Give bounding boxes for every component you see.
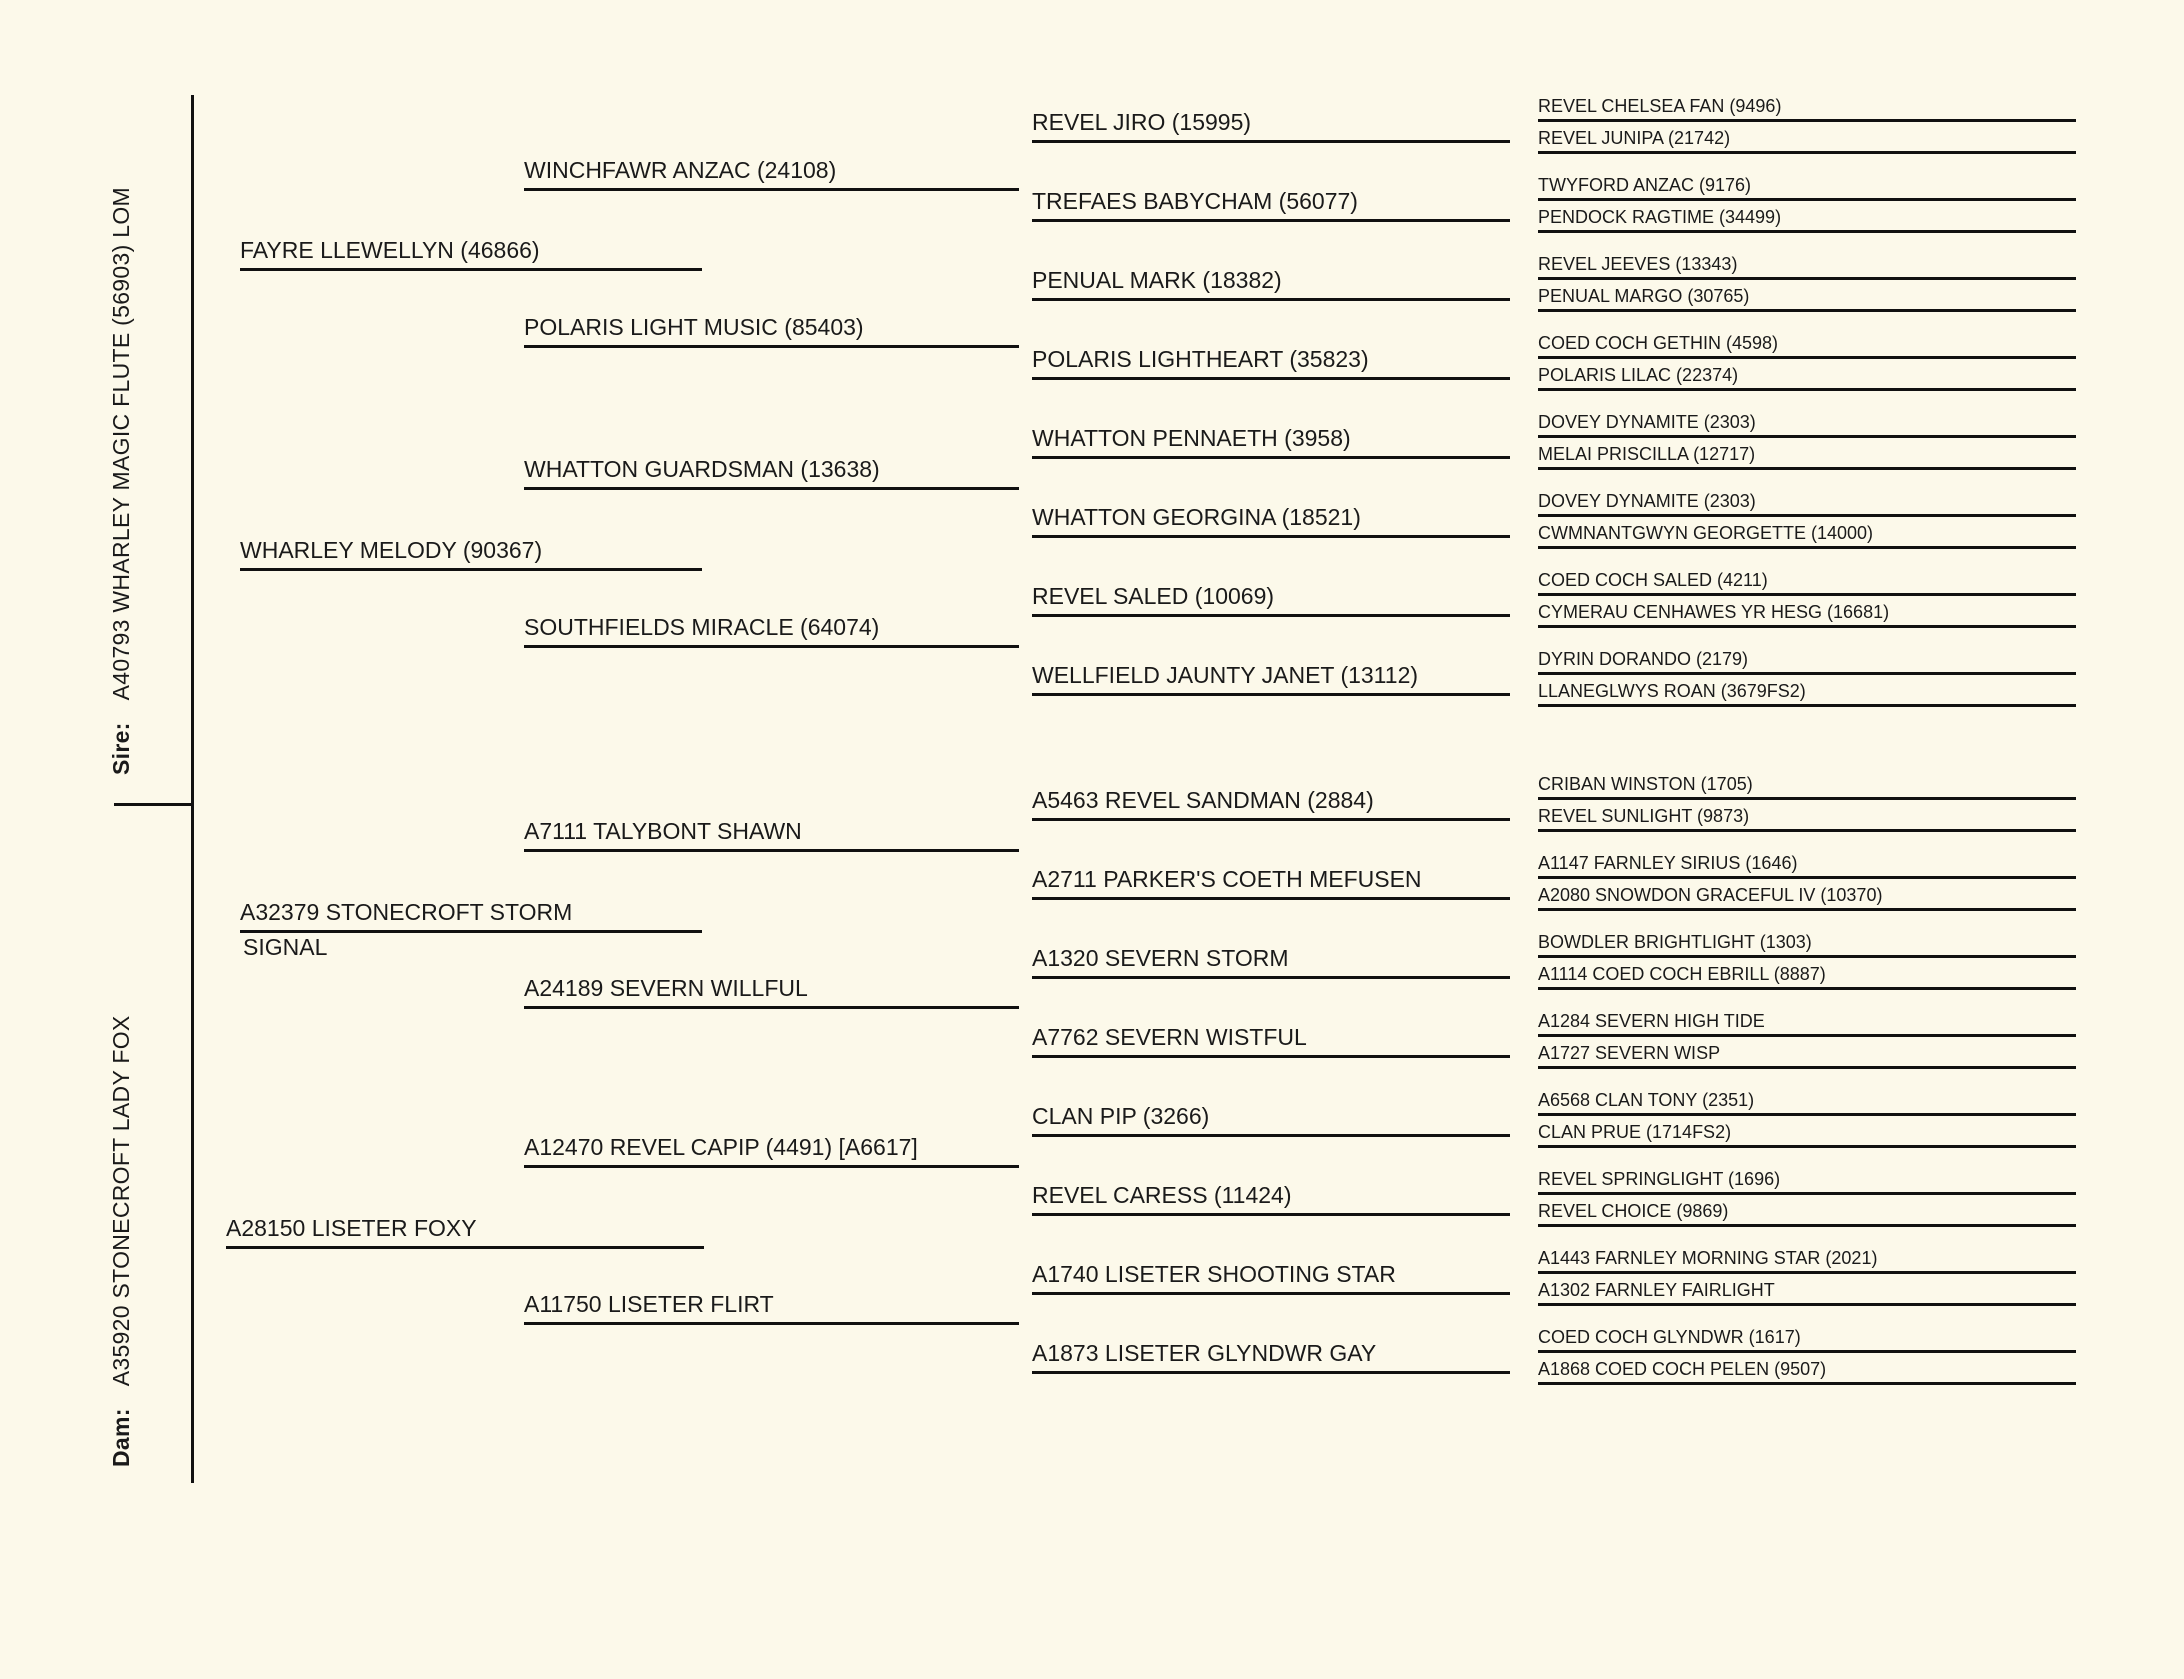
gen3-name: CLAN PIP (3266): [1032, 1103, 1210, 1129]
gen4-name: PENDOCK RAGTIME (34499): [1538, 207, 1782, 227]
gen3-name: TREFAES BABYCHAM (56077): [1032, 188, 1358, 214]
gen4-name: REVEL JUNIPA (21742): [1538, 128, 1731, 148]
gen1-name: WHARLEY MELODY (90367): [240, 537, 543, 563]
dam-key: Dam:: [108, 1408, 134, 1467]
gen2-name: WINCHFAWR ANZAC (24108): [524, 157, 837, 183]
dam-name: A35920 STONECROFT LADY FOX: [108, 1015, 134, 1387]
gen4-name: A2080 SNOWDON GRACEFUL IV (10370): [1538, 885, 1883, 905]
gen3-name: PENUAL MARK (18382): [1032, 267, 1282, 293]
gen3-name: A1740 LISETER SHOOTING STAR: [1032, 1261, 1396, 1287]
gen4-name: REVEL SUNLIGHT (9873): [1538, 806, 1750, 826]
gen2-name: A11750 LISETER FLIRT: [524, 1291, 774, 1317]
sire-key: Sire:: [108, 722, 134, 775]
gen4-name: DYRIN DORANDO (2179): [1538, 649, 1749, 669]
gen4-name: A1302 FARNLEY FAIRLIGHT: [1538, 1280, 1775, 1300]
gen3-name: WELLFIELD JAUNTY JANET (13112): [1032, 662, 1419, 688]
gen3-name: WHATTON PENNAETH (3958): [1032, 425, 1351, 451]
gen4-name: REVEL SPRINGLIGHT (1696): [1538, 1169, 1781, 1189]
gen4-name: CRIBAN WINSTON (1705): [1538, 774, 1753, 794]
dam-label: [108, 1015, 135, 1467]
gen3-name: A2711 PARKER'S COETH MEFUSEN: [1032, 866, 1422, 892]
gen4-name: REVEL JEEVES (13343): [1538, 254, 1738, 274]
gen2-name: POLARIS LIGHT MUSIC (85403): [524, 314, 864, 340]
gen2-name: A12470 REVEL CAPIP (4491) [A6617]: [524, 1134, 918, 1160]
sire-label: [108, 187, 135, 775]
gen4-name: PENUAL MARGO (30765): [1538, 286, 1750, 306]
gen2-name: A24189 SEVERN WILLFUL: [524, 975, 808, 1001]
gen3-name: A7762 SEVERN WISTFUL: [1032, 1024, 1307, 1050]
gen4-name: CYMERAU CENHAWES YR HESG (16681): [1538, 602, 1890, 622]
gen4-name: DOVEY DYNAMITE (2303): [1538, 412, 1756, 432]
gen1-name: A28150 LISETER FOXY: [226, 1215, 477, 1241]
gen4-name: A1443 FARNLEY MORNING STAR (2021): [1538, 1248, 1878, 1268]
gen4-name: A1284 SEVERN HIGH TIDE: [1538, 1011, 1765, 1031]
gen3-name: WHATTON GEORGINA (18521): [1032, 504, 1361, 530]
gen4-name: MELAI PRISCILLA (12717): [1538, 444, 1756, 464]
gen3-name: A1320 SEVERN STORM: [1032, 945, 1289, 971]
main-bracket-split: [114, 803, 194, 806]
gen2-name: SOUTHFIELDS MIRACLE (64074): [524, 614, 880, 640]
gen2-name: A7111 TALYBONT SHAWN: [524, 818, 802, 844]
gen4-name: BOWDLER BRIGHTLIGHT (1303): [1538, 932, 1812, 952]
gen4-name: COED COCH GETHIN (4598): [1538, 333, 1779, 353]
main-bracket-vertical: [191, 95, 194, 1483]
gen4-name: DOVEY DYNAMITE (2303): [1538, 491, 1756, 511]
gen4-name: POLARIS LILAC (22374): [1538, 365, 1739, 385]
gen4-name: A1114 COED COCH EBRILL (8887): [1538, 964, 1826, 984]
gen3-name: A5463 REVEL SANDMAN (2884): [1032, 787, 1374, 813]
gen4-name: CLAN PRUE (1714FS2): [1538, 1122, 1732, 1142]
gen3-name: REVEL SALED (10069): [1032, 583, 1275, 609]
gen3-name: REVEL CARESS (11424): [1032, 1182, 1292, 1208]
gen3-name: A1873 LISETER GLYNDWR GAY: [1032, 1340, 1377, 1366]
gen4-name: REVEL CHOICE (9869): [1538, 1201, 1729, 1221]
gen4-name: LLANEGLWYS ROAN (3679FS2): [1538, 681, 1806, 701]
gen4-name: COED COCH SALED (4211): [1538, 570, 1768, 590]
gen3-name: REVEL JIRO (15995): [1032, 109, 1252, 135]
gen4-name: A1727 SEVERN WISP: [1538, 1043, 1721, 1063]
gen1-name: A32379 STONECROFT STORM: [240, 899, 573, 925]
gen4-name: A6568 CLAN TONY (2351): [1538, 1090, 1755, 1110]
gen4-name: REVEL CHELSEA FAN (9496): [1538, 96, 1782, 116]
gen4-name: CWMNANTGWYN GEORGETTE (14000): [1538, 523, 1874, 543]
gen4-name: TWYFORD ANZAC (9176): [1538, 175, 1752, 195]
gen1-name: FAYRE LLEWELLYN (46866): [240, 237, 540, 263]
gen4-name: A1147 FARNLEY SIRIUS (1646): [1538, 853, 1798, 873]
gen1-name-continuation: SIGNAL: [243, 934, 328, 960]
gen4-name: COED COCH GLYNDWR (1617): [1538, 1327, 1801, 1347]
sire-name: A40793 WHARLEY MAGIC FLUTE (56903) LOM: [108, 187, 134, 701]
gen3-name: POLARIS LIGHTHEART (35823): [1032, 346, 1369, 372]
gen4-name: A1868 COED COCH PELEN (9507): [1538, 1359, 1827, 1379]
gen2-name: WHATTON GUARDSMAN (13638): [524, 456, 880, 482]
